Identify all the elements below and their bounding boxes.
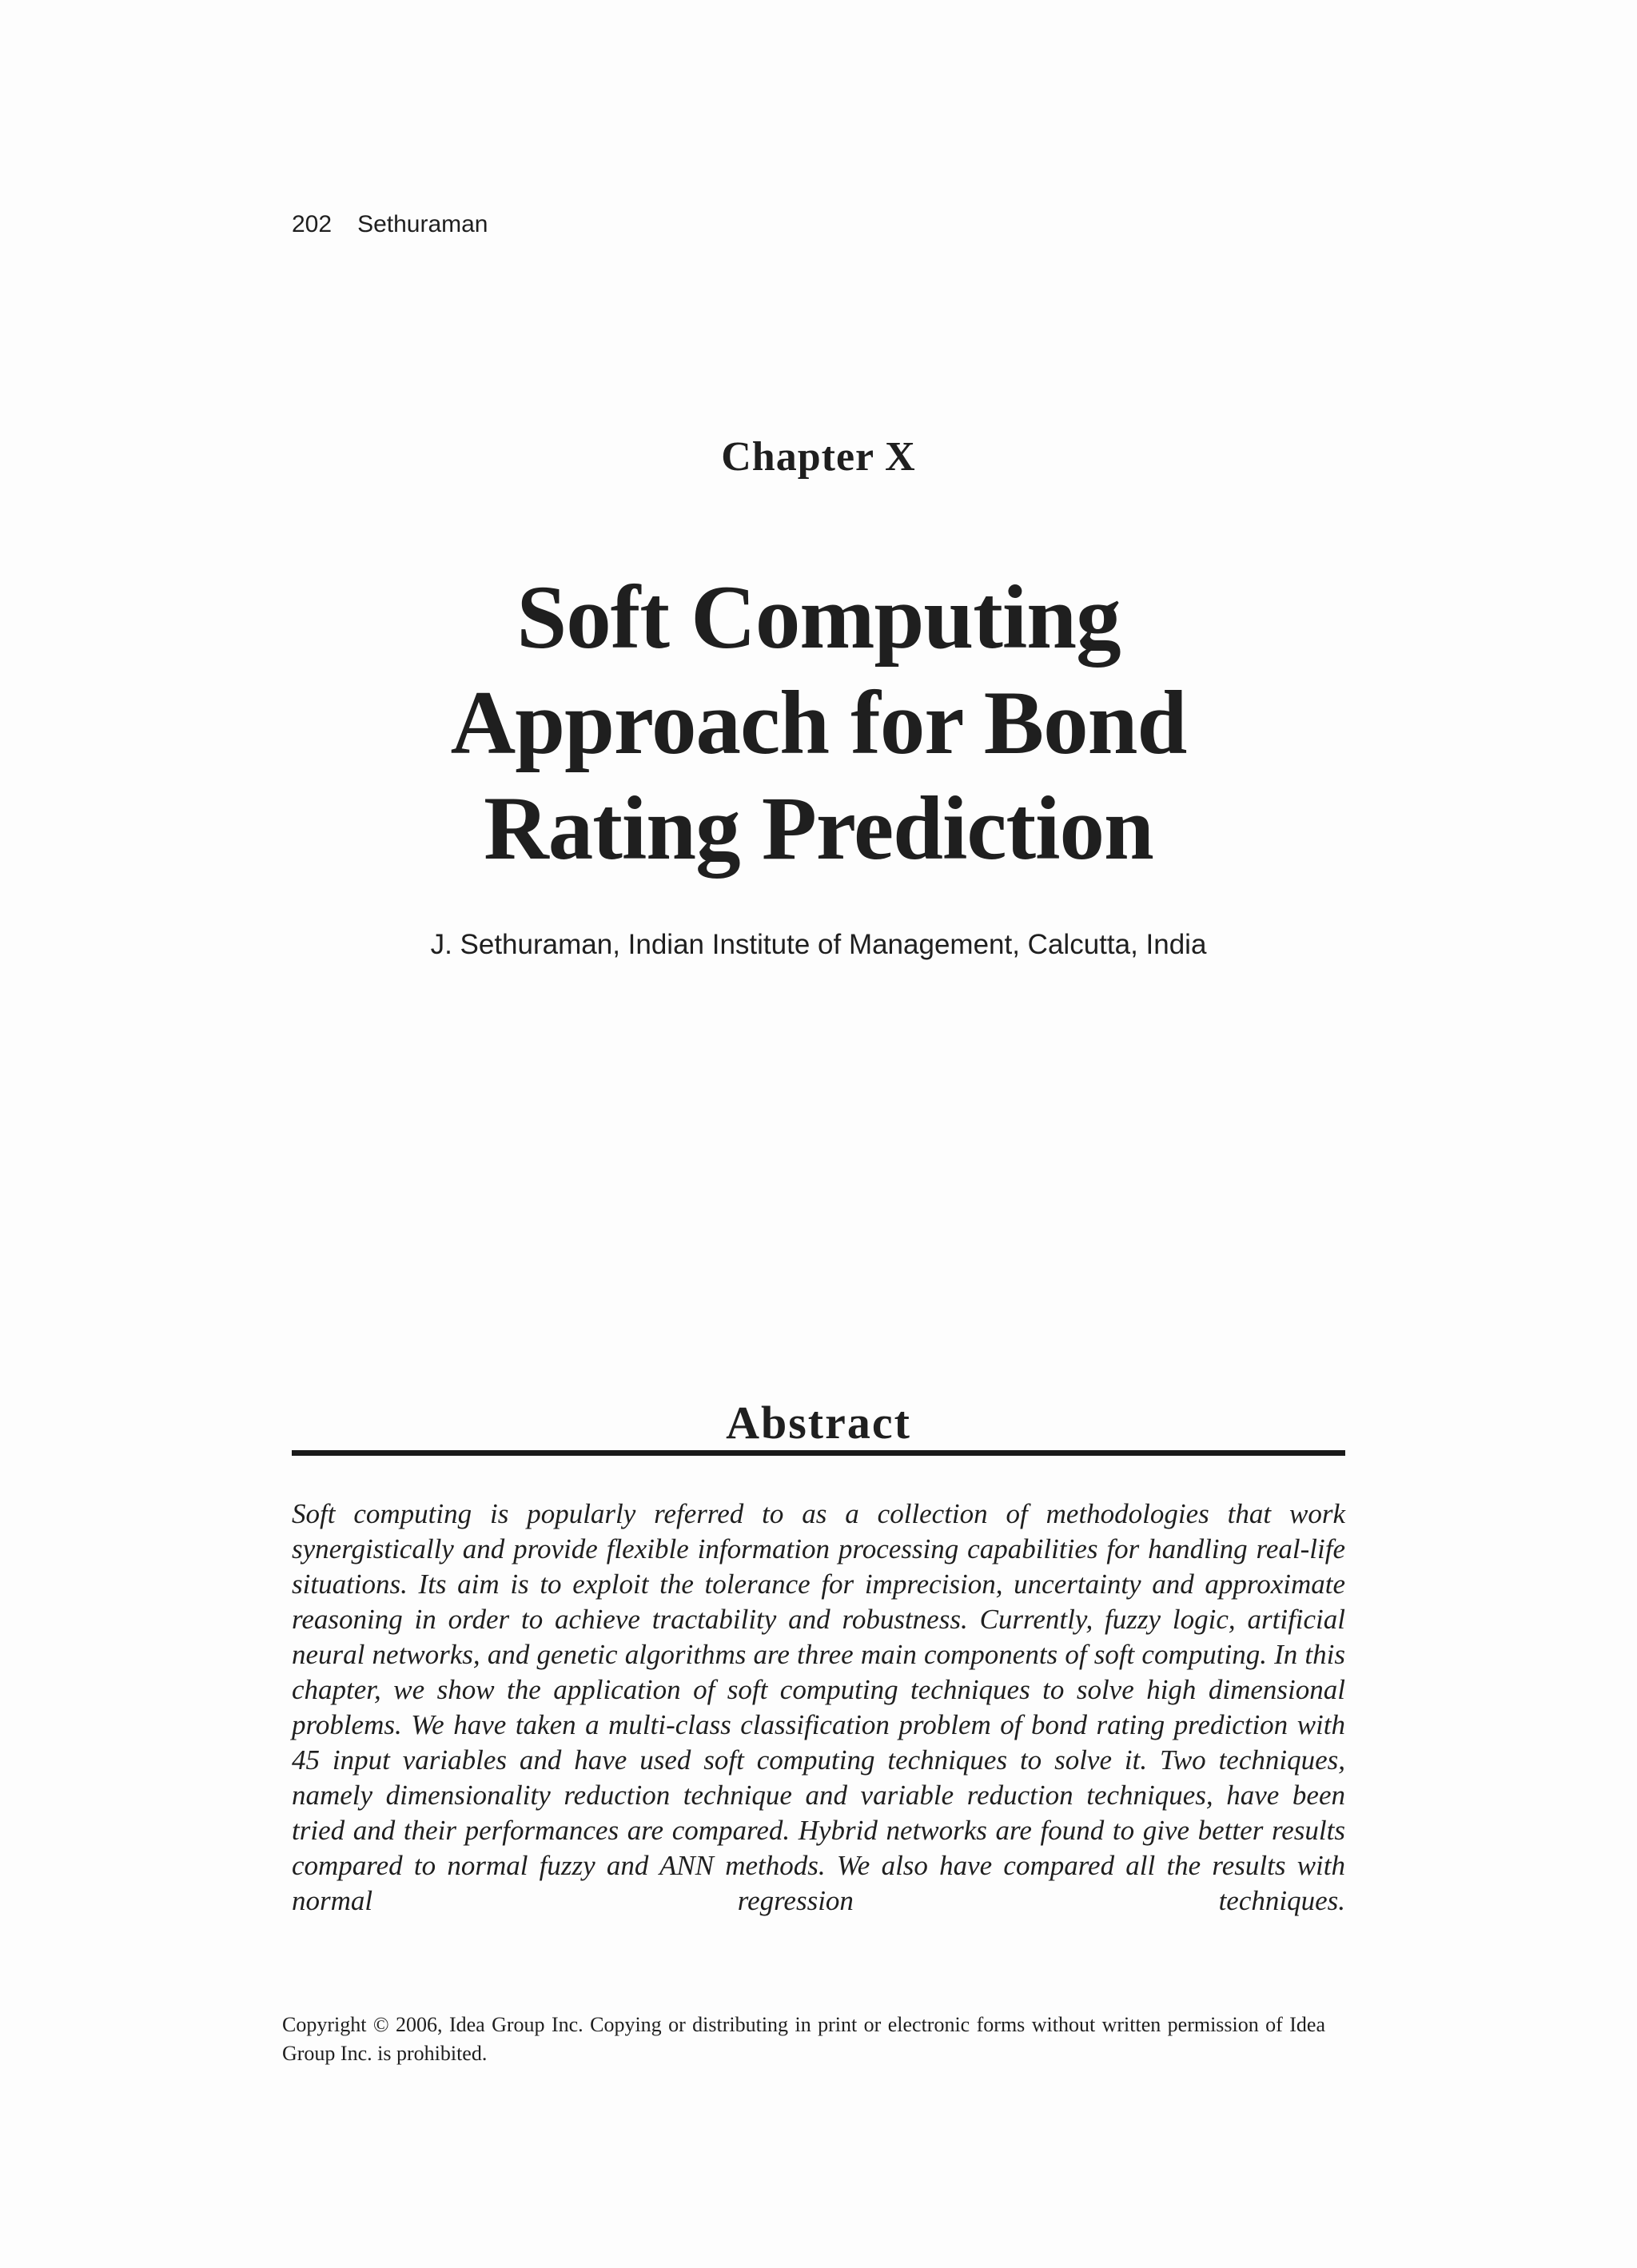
abstract-text: Soft computing is popularly referred to as a collection of methodologies that work synergistically and provide flexible information processing capabilities for handling real-life situations. Its aim is to exploit the tolerance for imprecision, uncertainty and approximate reasoning in order to achieve tractability and robustness. Currently, fuzzy logic, artificial neural networks, and genetic algorithms are three main components of soft computing. In this chapter, we show the application of soft computing techniques to solve high dimensional problems. We have taken a multi-class classification problem of bond rating prediction with 45 input variables and have used soft computing techniques to solve it. Two techniques, namely dimensionality reduction technique and variable reduction techniques, have been tried and their performances are compared. Hybrid networks are found to give better results compared to normal fuzzy and ANN methods. We also have compared all the results with normal regression techniques. bbox=[292, 1498, 1345, 1916]
chapter-title-line: Rating Prediction bbox=[484, 779, 1153, 879]
running-title: Sethuraman bbox=[357, 211, 488, 237]
abstract-heading: Abstract bbox=[726, 1397, 911, 1449]
copyright-notice: Copyright © 2006, Idea Group Inc. Copying or distributing in print or electronic forms without written permission of Idea Group Inc. is prohibited. bbox=[282, 2013, 1325, 2065]
running-header bbox=[292, 209, 488, 240]
page-number: 202 bbox=[292, 211, 333, 237]
chapter-label: Chapter X bbox=[721, 434, 916, 480]
chapter-title-line: Soft Computing bbox=[516, 568, 1121, 668]
author-affiliation: J. Sethuraman, Indian Institute of Management, Calcutta, India bbox=[430, 929, 1207, 960]
chapter-title bbox=[0, 565, 1637, 882]
chapter-title-line: Approach for Bond bbox=[450, 673, 1187, 773]
abstract-divider bbox=[292, 1450, 1345, 1456]
